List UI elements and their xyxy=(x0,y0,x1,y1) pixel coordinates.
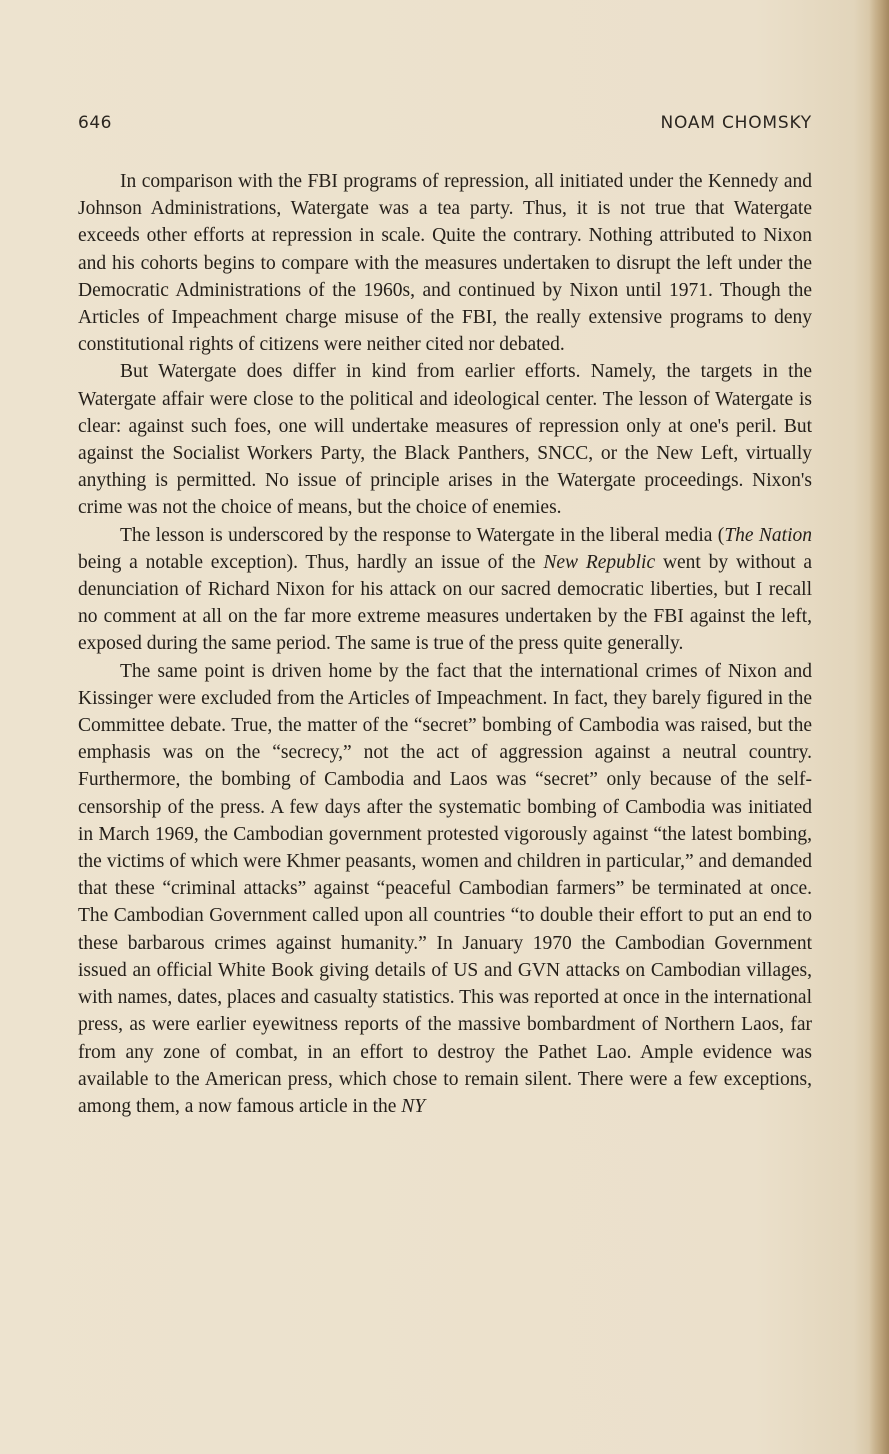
paragraph xyxy=(78,522,812,658)
paragraph xyxy=(78,358,812,521)
text-run: In comparison with the FBI programs of repression, all initiated under the Kennedy and Johnson Administrations, Watergate was a tea party. Thus, it is not true that Watergate exceeds other efforts at repression in scale. Quite the contrary. Nothing attributed to Nixon and his cohorts begins to compare with the measures undertaken to disrupt the left under the Democratic Administrations of the 1960s, and continued by Nixon until 1971. Though the Articles of Impeachment charge misuse of the FBI, the really extensive programs to deny constitutional rights of citizens were neither cited nor debated. xyxy=(78,171,812,356)
paragraph xyxy=(78,658,812,1120)
paragraph xyxy=(78,168,812,358)
italic-title: The Nation xyxy=(724,524,812,546)
page-number: 646 xyxy=(78,113,112,133)
text-run: went by without a denunciation of Richard Nixon for his attack on our sacred democratic liberties, but I recall no comment at all on the far more extreme measures undertaken by the FBI against the left, exposed during the same period. The same is true of the press quite generally. xyxy=(78,551,812,655)
text-run: But Watergate does differ in kind from earlier efforts. Namely, the targets in the Watergate affair were close to the political and ideological center. The lesson of Watergate is clear: against such foes, one will undertake measures of repression only at one's peril. But against the Socialist Workers Party, the Black Panthers, SNCC, or the New Left, virtually anything is permitted. No issue of principle arises in the Watergate proceedings. Nixon's crime was not the choice of means, but the choice of enemies. xyxy=(78,361,812,519)
running-title: NOAM CHOMSKY xyxy=(660,113,812,133)
italic-title: NY xyxy=(401,1095,426,1117)
text-run: The lesson is underscored by the response to Watergate in the liberal media ( xyxy=(120,524,725,546)
running-header xyxy=(78,110,812,140)
page-edge-shadow xyxy=(869,0,889,1454)
body-text xyxy=(78,168,812,1120)
italic-title: New Republic xyxy=(543,551,656,573)
text-run: being a notable exception). Thus, hardly an issue of the xyxy=(78,551,544,573)
text-run: The same point is driven home by the fact that the international crimes of Nixon and Kissinger were excluded from the Articles of Impeachment. In fact, they barely figured in the Committee debate. True, the matter of the “secret” bombing of Cambodia was raised, but the emphasis was on the “secrecy,” not the act of aggression against a neutral country. Furthermore, the bombing of Cambodia and Laos was “secret” only because of the self-censorship of the press. A few days after the systematic bombing of Cambodia was initiated in March 1969, the Cambodian government protested vigorously against “the latest bombing, the victims of which were Khmer peasants, women and children in particular,” and demanded that these “criminal attacks” against “peaceful Cambodian farmers” be terminated at once. The Cambodian Government called upon all countries “to double their effort to put an end to these barbarous crimes against humanity.” In January 1970 the Cambodian Government issued an official White Book giving details of US and GVN attacks on Cambodian villages, with names, dates, places and casualty statistics. This was reported at once in the international press, as were earlier eyewitness reports of the massive bombardment of Northern Laos, far from any zone of combat, in an effort to destroy the Pathet Lao. Ample evidence was available to the American press, which chose to remain silent. There were a few exceptions, among them, a now famous article in the xyxy=(78,660,812,1117)
